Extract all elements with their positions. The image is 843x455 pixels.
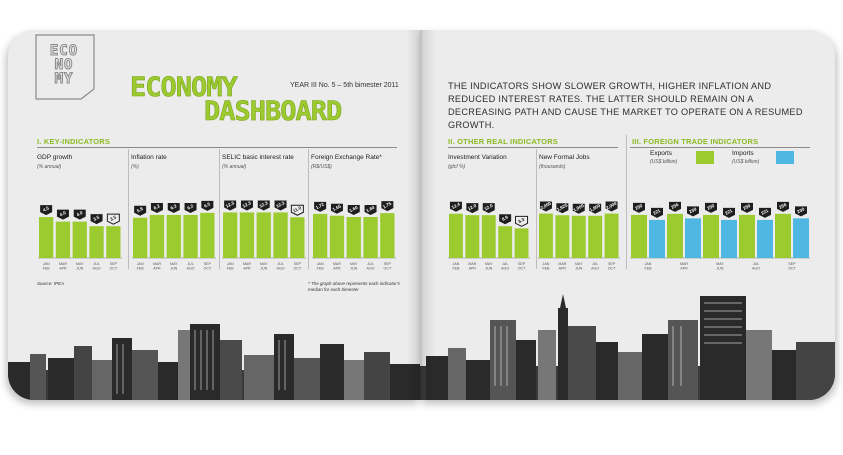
tick-label: OCT (788, 266, 796, 271)
tick-label: SEP (109, 262, 117, 266)
title-dashboard: DASHBOARD (204, 96, 342, 127)
data-label: 1.60 (348, 204, 359, 214)
tick-label: APR (680, 266, 688, 271)
data-label: 250 (634, 202, 644, 211)
data-label: 256 (670, 201, 680, 210)
panel-title: SELIC basic interest rate (222, 154, 294, 161)
tick-label: MAR (468, 262, 477, 266)
bar (89, 226, 103, 258)
panel-subtitle: (gfcf %) (448, 164, 466, 170)
tick-label: MAY (484, 262, 493, 266)
data-label: 1.65 (331, 203, 342, 213)
bar (539, 214, 553, 258)
data-label: 12.4 (450, 201, 461, 211)
tick-label: JUL (501, 262, 509, 266)
tick-label: FEB (42, 266, 50, 271)
bar-exports (667, 214, 683, 258)
data-label: 1.60 (365, 204, 376, 214)
tick-label: JUL (187, 262, 194, 266)
tick-label: JUL (591, 262, 599, 266)
tick-label: OCT (203, 266, 212, 271)
magazine-spread (8, 30, 835, 400)
bar (290, 217, 304, 258)
data-label: 2,000 (539, 200, 552, 211)
data-label: 250 (706, 202, 716, 211)
bar (313, 214, 327, 258)
data-label: 221 (652, 207, 662, 216)
data-label: 4.5 (41, 205, 50, 213)
bar-imports (793, 218, 809, 258)
tick-label: AGO (92, 266, 101, 271)
tick-label: APR (468, 266, 477, 271)
bar (56, 222, 70, 258)
tick-label: JUN (170, 266, 178, 271)
bar (106, 226, 120, 258)
panel-subtitle: (% annual) (37, 164, 62, 170)
bar (167, 215, 181, 258)
tick-label: JAN (136, 262, 144, 266)
panel-title: New Formal Jobs (539, 154, 590, 161)
badge-line-3: MY (54, 71, 74, 87)
tick-label: JUN (260, 266, 268, 271)
tick-label: SEP (293, 262, 301, 266)
tick-label: JUL (752, 262, 760, 266)
tick-label: MAY (349, 262, 358, 266)
tick-label: FEB (644, 266, 652, 271)
data-label: 230 (688, 206, 698, 215)
bar (150, 215, 164, 258)
data-label: 2,000 (605, 200, 618, 211)
data-label: 12.3 (224, 200, 235, 209)
bar (498, 226, 512, 258)
tick-label: FEB (542, 266, 550, 271)
tick-label: MAR (680, 262, 688, 266)
data-label: 1.72 (314, 201, 325, 211)
tick-label: OCT (109, 266, 118, 271)
bar-imports (685, 218, 701, 258)
issue-info: YEAR III No. 5 – 5th bimester 2011 (290, 82, 399, 89)
badge-line-1: ECO (49, 43, 79, 59)
tick-label: JUN (76, 266, 84, 271)
tick-label: JUN (485, 266, 493, 271)
data-label: 12.0 (467, 202, 478, 212)
bar (555, 215, 569, 258)
tick-label: JAN (316, 262, 324, 266)
data-label: 4.0 (58, 210, 67, 218)
bar (183, 215, 197, 258)
bar (273, 212, 287, 258)
tick-label: SEP (383, 262, 391, 266)
tick-label: AGO (591, 266, 600, 271)
tick-label: FEB (452, 266, 460, 271)
bar (223, 212, 237, 258)
tick-label: MAR (152, 262, 161, 266)
bar-imports (757, 220, 773, 258)
panel-subtitle: (% annual) (222, 164, 247, 170)
data-label: 1.75 (382, 200, 393, 210)
bar (330, 216, 344, 258)
tick-label: JUN (575, 266, 583, 271)
data-label: 12.3 (275, 200, 286, 209)
source-note: Source: IPEA (37, 281, 65, 286)
tick-label: JAN (542, 262, 550, 266)
bar (605, 214, 619, 258)
bar (39, 217, 53, 258)
data-label: 221 (760, 207, 770, 216)
legend-imports-label: Imports (732, 150, 754, 157)
data-label: 1,925 (555, 202, 569, 213)
footnote: * The graph above represents each indicator's median for each bimester (308, 281, 400, 292)
tick-label: AGO (501, 266, 510, 271)
legend-exports-sub: (US$ billion) (650, 159, 678, 165)
data-label: 3.5 (109, 214, 118, 222)
tick-label: JUL (367, 262, 374, 266)
bar (449, 214, 463, 258)
data-label: 1,900 (572, 202, 585, 213)
data-label: 230 (796, 206, 806, 215)
data-label: 12.3 (258, 200, 269, 209)
data-label: 6.2 (152, 203, 161, 211)
tick-label: MAR (558, 262, 567, 266)
panel-title: Foreign Exchange Rate* (311, 154, 382, 161)
data-label: 8.9 (500, 214, 509, 222)
bar (257, 212, 271, 258)
tick-label: FEB (136, 266, 144, 271)
tick-label: AGO (366, 266, 375, 271)
bar-exports (775, 214, 791, 258)
bar (588, 216, 602, 258)
legend-imports-sub: (US$ billion) (732, 159, 760, 165)
tick-label: AGO (752, 266, 760, 271)
tick-label: JAN (644, 262, 652, 266)
tick-label: FEB (226, 266, 234, 271)
data-label: 256 (778, 201, 788, 210)
bar-imports (649, 220, 665, 258)
tick-label: AGO (276, 266, 285, 271)
tick-label: SEP (607, 262, 616, 266)
data-label: 6.2 (186, 203, 195, 211)
tick-label: OCT (517, 266, 526, 271)
charts-layer (8, 30, 835, 400)
panel-subtitle: (thousands) (539, 164, 566, 170)
section-foreign-trade: III. FOREIGN TRADE INDICATORS (632, 137, 759, 146)
tick-label: APR (558, 266, 567, 271)
panel-subtitle: (R$/US$) (311, 164, 332, 170)
bar-exports (703, 215, 719, 258)
tick-label: APR (243, 266, 251, 271)
panel-title: GDP growth (37, 154, 73, 161)
bar (380, 213, 394, 258)
bar (200, 213, 214, 258)
bar (240, 212, 254, 258)
data-label: 12.0 (483, 202, 494, 212)
data-label: 5.8 (135, 206, 144, 214)
tick-label: MAY (716, 262, 724, 266)
data-label: 6.5 (203, 201, 212, 209)
tick-label: JUN (716, 266, 724, 271)
tick-label: MAY (259, 262, 268, 266)
title-economy: ECONOMY (130, 72, 237, 103)
bar (363, 217, 377, 258)
tick-label: SEP (788, 262, 796, 266)
data-label: 221 (724, 207, 734, 216)
legend-exports-label: Exports (650, 150, 673, 157)
panel-title: Inflation rate (131, 154, 167, 161)
tick-label: FEB (316, 266, 324, 271)
bar (133, 218, 147, 258)
tick-label: SEP (203, 262, 211, 266)
data-label: 12.3 (241, 200, 252, 209)
tick-label: APR (59, 266, 67, 271)
data-label: 8.3 (517, 216, 526, 225)
tick-label: MAR (332, 262, 341, 266)
tick-label: MAY (75, 262, 84, 266)
data-label: 250 (742, 202, 752, 211)
tick-label: APR (333, 266, 341, 271)
badge-line-2: NO (54, 57, 74, 73)
data-label: 11.0 (292, 205, 303, 214)
tick-label: SEP (517, 262, 526, 266)
tick-label: MAY (574, 262, 583, 266)
panel-subtitle: (%) (131, 164, 139, 170)
bar (465, 215, 479, 258)
tick-label: OCT (607, 266, 616, 271)
tick-label: JUN (350, 266, 358, 271)
data-label: 4.0 (75, 210, 84, 218)
intro-text: THE INDICATORS SHOW SLOWER GROWTH, HIGHER INFLATION AND REDUCED INTEREST RATES. THE LATTER SHOULD REMAIN ON A DECREASING PATH AND CAUSE THE MARKET TO OPERATE ON A RESUMED GROWTH. (448, 81, 803, 130)
panel-title: Investment Variation (448, 154, 507, 161)
bar (572, 216, 586, 258)
bar-imports (721, 220, 737, 258)
tick-label: OCT (383, 266, 392, 271)
tick-label: JAN (42, 262, 50, 266)
tick-label: APR (153, 266, 161, 271)
tick-label: OCT (293, 266, 302, 271)
tick-label: MAY (169, 262, 178, 266)
bar (482, 215, 496, 258)
section-other-real: II. OTHER REAL INDICATORS (448, 137, 559, 146)
tick-label: JAN (226, 262, 234, 266)
tick-label: JUL (93, 262, 100, 266)
data-label: 1,900 (588, 202, 602, 213)
bar (347, 217, 361, 258)
tick-label: MAR (58, 262, 67, 266)
bar-exports (739, 215, 755, 258)
tick-label: AGO (186, 266, 195, 271)
tick-label: JAN (452, 262, 460, 266)
bar (73, 222, 87, 258)
tick-label: MAR (242, 262, 251, 266)
tick-label: JUL (277, 262, 284, 266)
data-label: 3.5 (92, 214, 101, 222)
section-key-indicators: I. KEY-INDICATORS (37, 137, 111, 146)
bar (515, 228, 529, 258)
bar-exports (631, 215, 647, 258)
data-label: 6.2 (169, 203, 178, 211)
